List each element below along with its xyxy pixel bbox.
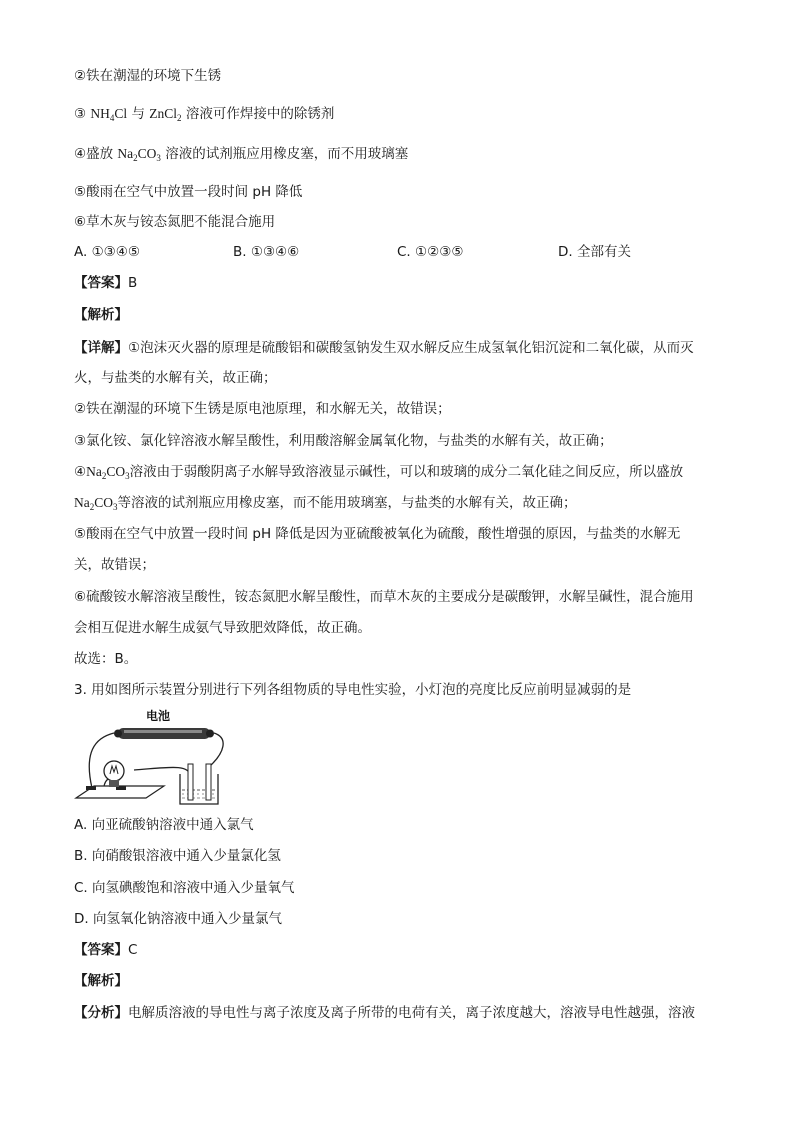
q2-detail-line-8: 关，故错误； [74,557,155,573]
q3-option-c: C. 向氢碘酸饱和溶液中通入少量氧气 [74,880,295,896]
item-6: ⑥草木灰与铵态氮肥不能混合施用 [74,214,276,230]
conductivity-apparatus-diagram [74,708,234,806]
item-5: ⑤酸雨在空气中放置一段时间 pH 降低 [74,184,303,200]
q2-detail-line-1: 【详解】①泡沫灭火器的原理是硫酸铝和碳酸氢钠发生双水解反应生成氢氧化铝沉淀和二氧化碳，从而灭 [74,340,694,356]
q2-detail-line-5: $④Na_2CO_3$溶液由于弱酸阴离子水解导致溶液显示碱性，可以和玻璃的成分二氧化硅之间反应，所以盛放 [74,464,684,481]
q2-detail-line-2: 火，与盐类的水解有关，故正确； [74,370,277,386]
q2-detail-line-9: ⑥硫酸铵水解溶液呈酸性，铵态氮肥水解呈酸性，而草木灰的主要成分是碳酸钾，水解呈碱性，混合施用 [74,589,694,605]
q2-detail-line-11: 故选：B。 [74,651,138,667]
item-2: ②铁在潮湿的环境下生锈 [74,68,222,84]
item-3: ③ $NH_4Cl$ 与 ZnCl$_2$ 溶液可作焊接中的除锈剂 [74,106,335,123]
q3-analysis-text: 【分析】电解质溶液的导电性与离子浓度及离子所带的电荷有关，离子浓度越大，溶液导电性越强，溶液 [74,1005,695,1021]
q3-option-a: A. 向亚硫酸钠溶液中通入氯气 [74,817,254,833]
battery [114,728,214,739]
q2-detail-line-10: 会相互促进水解生成氨气导致肥效降低，故正确。 [74,620,371,636]
q2-option-b: B. ①③④⑥ [233,244,300,260]
q2-answer: 【答案】B [74,275,138,291]
q3-stem: 3. 用如图所示装置分别进行下列各组物质的导电性实验，小灯泡的亮度比反应前明显减弱的是 [74,682,632,698]
battery-label: 电池 [146,709,171,723]
q3-option-b: B. 向硝酸银溶液中通入少量氯化氢 [74,848,281,864]
base-board [76,786,164,798]
q3-answer: 【答案】C [74,942,138,958]
q2-detail-line-7: ⑤酸雨在空气中放置一段时间 pH 降低是因为亚硫酸被氧化为硫酸，酸性增强的原因，与盐类的水解无 [74,526,681,542]
light-bulb-icon [104,761,124,787]
q2-detail-line-3: ②铁在潮湿的环境下生锈是原电池原理，和水解无关，故错误； [74,401,451,417]
q3-option-d: D. 向氢氧化钠溶液中通入少量氯气 [74,911,282,927]
q3-analysis-tag: 【解析】 [74,973,128,989]
q2-option-a: A. ①③④⑤ [74,244,140,260]
q2-option-d: D. 全部有关 [558,244,631,260]
q2-detail-line-6: $Na_2CO_3$等溶液的试剂瓶应用橡皮塞，而不能用玻璃塞，与盐类的水解有关，故正确； [74,495,577,512]
q2-analysis-tag: 【解析】 [74,307,128,323]
q2-option-c: C. ①②③⑤ [397,244,464,260]
q2-detail-line-4: ③氯化铵、氯化锌溶液水解呈酸性，利用酸溶解金属氧化物，与盐类的水解有关，故正确； [74,433,613,449]
item-4: ④盛放 $Na_2CO_3$ 溶液的试剂瓶应用橡皮塞，而不用玻璃塞 [74,146,409,163]
